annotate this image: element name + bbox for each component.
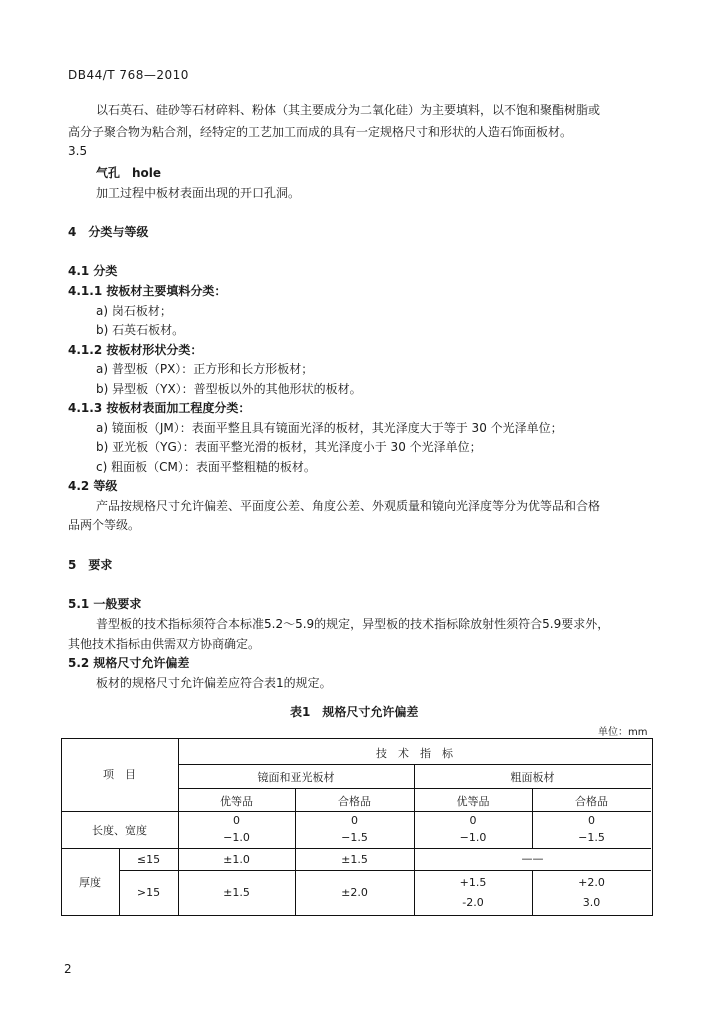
list-item: a) 岗石板材；: [96, 304, 172, 318]
row-label-length: 长度、宽度: [92, 824, 147, 837]
grade-qualified-1: 合格品: [338, 795, 371, 808]
tech-header: 技 术 指 标: [376, 747, 453, 760]
intro-line-2: 高分子聚合物为粘合剂，经特定的工艺加工而成的具有一定规格尺寸和形状的人造石饰面板材。: [68, 125, 573, 139]
group-header-rough: 粗面板材: [510, 771, 555, 784]
list-item: c) 粗面板（CM）：表面平整粗糙的板材。: [96, 460, 316, 474]
section-4-1-title: 4.1 分类: [68, 264, 118, 278]
section-4-1-3-title: 4.1.3 按板材表面加工程度分类：: [68, 401, 251, 415]
section-4-2-line-1: 产品按规格尺寸允许偏差、平面度公差、角度公差、外观质量和镜向光泽度等分为优等品和合格: [96, 499, 601, 513]
table-cell: −1.0: [223, 831, 250, 844]
section-4-1-1-title: 4.1.1 按板材主要填料分类：: [68, 284, 227, 298]
item-header: 项 目: [103, 768, 136, 781]
group-header-polished: 镜面和亚光板材: [257, 771, 335, 784]
table-cell-dash: ——: [521, 852, 544, 865]
list-item: a) 镜面板（JM）：表面平整且具有镜面光泽的板材，其光泽度大于等于 30 个光泽单位；: [96, 421, 563, 435]
table-divider: [61, 848, 651, 849]
table-cell: 0: [351, 814, 358, 827]
table-cell: 3.0: [582, 896, 601, 909]
table-cell: −1.5: [341, 831, 368, 844]
table-cell: 0: [469, 814, 477, 827]
list-item: a) 普型板（PX）：正方形和长方形板材；: [96, 362, 314, 376]
table-divider: [178, 764, 651, 765]
table-cell: −1.5: [578, 831, 605, 844]
table-unit: 单位：mm: [598, 727, 648, 738]
grade-premium-2: 优等品: [456, 795, 490, 808]
grade-premium-1: 优等品: [220, 795, 253, 808]
table-divider: [178, 788, 651, 789]
table-caption: 表1 规格尺寸允许偏差: [290, 705, 419, 719]
table-cell: ±1.5: [341, 853, 368, 866]
section-4-2-title: 4.2 等级: [68, 479, 118, 493]
table-cell: ±1.0: [223, 853, 250, 866]
section-5-2-title: 5.2 规格尺寸允许偏差: [68, 656, 190, 670]
section-5-1-line-2: 其他技术指标由供需双方协商确定。: [68, 637, 261, 651]
page-number: 2: [64, 962, 72, 976]
table-cell: ±2.0: [341, 886, 368, 899]
section-5-1-title: 5.1 一般要求: [68, 597, 142, 611]
section-3-5-definition: 加工过程中板材表面出现的开口孔洞。: [96, 186, 301, 200]
thickness-cond-2: >15: [136, 886, 161, 899]
table-cell: −1.0: [459, 831, 487, 844]
intro-line-1: 以石英石、硅砂等石材碎料、粉体（其主要成分为二氧化硅）为主要填料，以不饱和聚酯树脂或: [96, 103, 601, 117]
table-cell: -2.0: [462, 896, 484, 909]
list-item: b) 亚光板（YG）：表面平整光滑的板材，其光泽度小于 30 个光泽单位；: [96, 440, 482, 454]
section-4-2-line-2: 品两个等级。: [68, 518, 141, 532]
thickness-cond-1: ≤15: [136, 853, 161, 866]
section-3-5-term: 气孔 hole: [96, 166, 162, 180]
table-divider: [119, 870, 651, 871]
section-5-1-line-1: 普型板的技术指标须符合本标准5.2～5.9的规定，异型板的技术指标除放射性须符合5.9要求外，: [96, 617, 610, 631]
section-4-title: 4 分类与等级: [68, 225, 149, 239]
table-cell: +1.5: [459, 876, 487, 889]
section-3-5-number: 3.5: [68, 144, 88, 158]
grade-qualified-2: 合格品: [575, 795, 608, 808]
section-5-2-text: 板材的规格尺寸允许偏差应符合表1的规定。: [96, 676, 332, 690]
section-5-title: 5 要求: [68, 558, 113, 572]
list-item: b) 石英石板材。: [96, 323, 185, 337]
row-label-thickness: 厚度: [79, 876, 101, 889]
table-cell: 0: [588, 814, 595, 827]
standard-number: DB44/T 768—2010: [68, 68, 189, 82]
section-4-1-2-title: 4.1.2 按板材形状分类：: [68, 343, 203, 357]
table-divider: [61, 811, 651, 812]
table-cell: 0: [233, 814, 240, 827]
table-cell: +2.0: [578, 876, 605, 889]
list-item: b) 异型板（YX）：普型板以外的其他形状的板材。: [96, 382, 362, 396]
table-cell: ±1.5: [223, 886, 250, 899]
